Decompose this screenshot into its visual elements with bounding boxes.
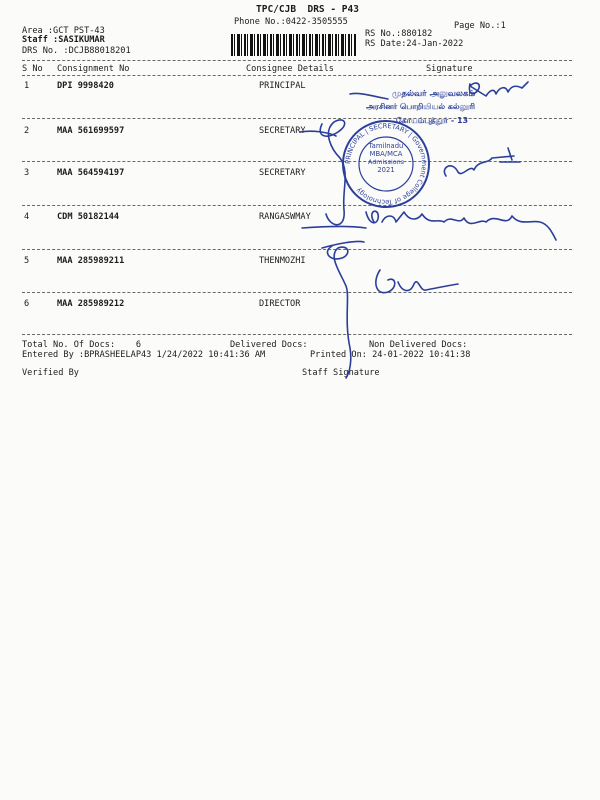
row-5-consignment: MAA 285989211 [57,256,125,266]
round-stamp-ring-text: PRINCIPAL | SECRETARY | Government College of Technology [343,121,429,207]
round-stamp-line1: Tamilnadu [368,142,404,150]
col-header-sno: S No [22,64,43,74]
row-3-consignment: MAA 564594197 [57,168,125,178]
row-1-sno: 1 [24,81,30,91]
row-2-consignee: SECRETARY [259,126,306,136]
header-divider-bottom [22,75,572,76]
non-delivered-docs: Non Delivered Docs: [369,340,468,350]
row-2-consignment: MAA 561699597 [57,126,125,136]
row-5-sno: 5 [24,256,30,266]
row-divider [22,161,572,162]
principal-stamp-line1: முதல்வர் அலுவலகம் [392,89,476,99]
row-6-consignment: MAA 285989212 [57,299,125,309]
row-divider [22,249,572,250]
verified-by-label: Verified By [22,368,79,378]
signature-row-4 [366,211,556,240]
row-divider [22,205,572,206]
printed-on: Printed On: 24-01-2022 10:41:38 [310,350,471,360]
row-3-sno: 3 [24,168,30,178]
row-6-sno: 6 [24,299,30,309]
row-divider [22,292,572,293]
area-field: Area :GCT PST-43 [22,26,105,36]
row-4-sno: 4 [24,212,30,222]
row-4-consignment: CDM 50182144 [57,212,120,222]
barcode [231,34,356,56]
delivered-docs: Delivered Docs: [230,340,308,350]
staff-signature-label: Staff Signature [302,368,380,378]
row-4-consignee: RANGASWMAY [259,212,311,222]
row-2-sno: 2 [24,126,30,136]
principal-stamp-line2: அரசினர் பொறியியல் கல்லூரி [366,102,476,111]
signature-row-1 [469,82,528,96]
phone-number: Phone No.:0422-3505555 [234,17,348,27]
rs-date: RS Date:24-Jan-2022 [365,39,464,49]
document-title: TPC/CJB DRS - P43 [256,4,359,15]
round-stamp-line3: Admissions [367,158,405,166]
staff-field: Staff :SASIKUMAR [22,35,105,45]
row-1-consignment: DPI 9998420 [57,81,114,91]
row-6-consignee: DIRECTOR [259,299,301,309]
signature-row-3 [444,148,520,176]
page-number: Page No.:1 [454,21,506,31]
round-stamp-line2: MBA/MCA [369,150,403,158]
header-divider-top [22,60,572,61]
round-stamp-line4: 2021 [377,166,395,174]
entered-by: Entered By :BPRASHEELAP43 1/24/2022 10:41:36 AM [22,350,266,360]
col-header-signature: Signature [426,64,473,74]
col-header-consignment: Consignment No [57,64,130,74]
row-1-consignee: PRINCIPAL [259,81,306,91]
row-5-consignee: THENMOZHI [259,256,306,266]
row-divider [22,118,572,119]
col-header-consignee: Consignee Details [246,64,334,74]
total-docs: Total No. Of Docs: 6 [22,340,141,350]
row-3-consignee: SECRETARY [259,168,306,178]
drs-number: DRS No. :DCJB88018201 [22,46,131,56]
principal-stamp-line3: கோயம்புத்தூர் - 13 [396,116,469,125]
table-bottom-divider [22,334,572,335]
rs-number: RS No.:880182 [365,29,433,39]
round-stamp [340,118,432,210]
